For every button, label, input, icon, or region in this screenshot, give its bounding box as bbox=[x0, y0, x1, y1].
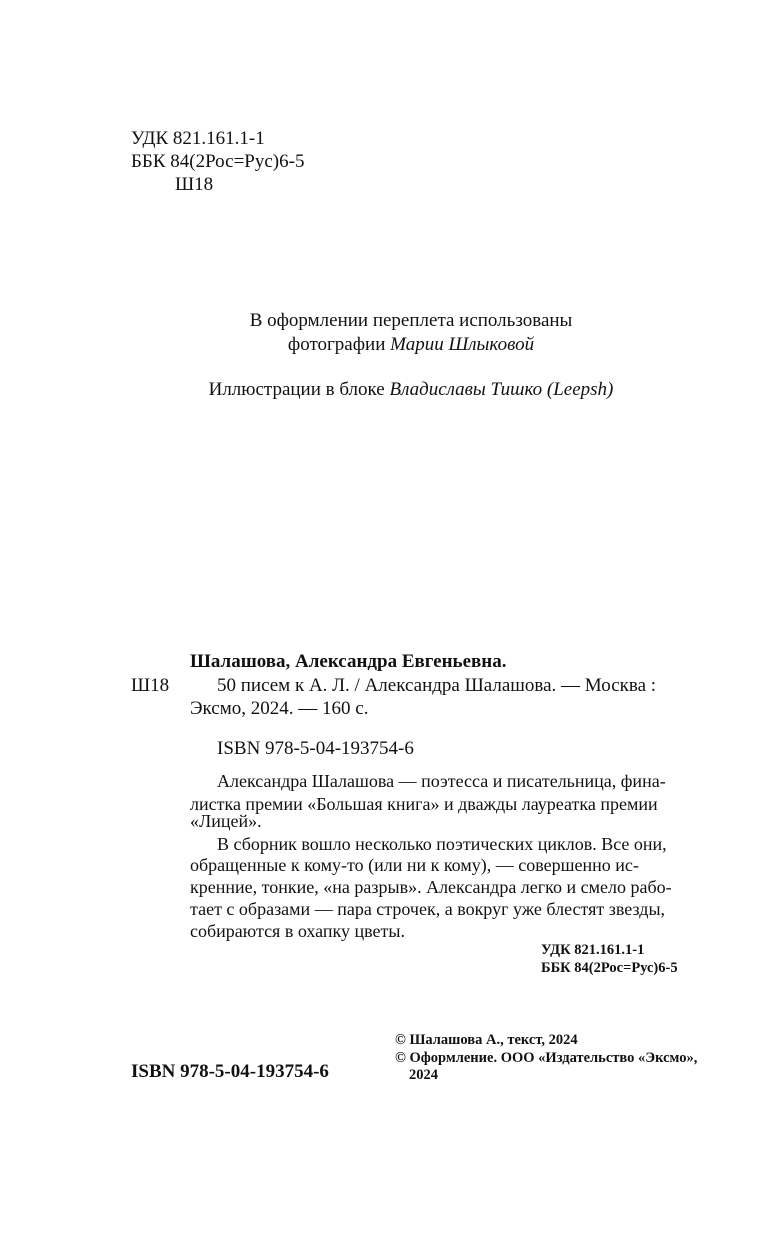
author-mark: Ш18 bbox=[175, 174, 214, 195]
catalog-title-line1: 50 писем к А. Л. / Александра Шалашова. — Москва : bbox=[217, 675, 657, 696]
footer-udk-code: УДК 821.161.1-1 bbox=[541, 942, 645, 958]
catalog-title-line2: Эксмо, 2024. — 160 с. bbox=[190, 698, 369, 719]
illustrations-credit bbox=[0, 378, 768, 401]
footer-bbk-code: ББК 84(2Рос=Рус)6-5 bbox=[541, 960, 678, 976]
bottom-isbn: ISBN 978-5-04-193754-6 bbox=[131, 1061, 329, 1082]
copyright-design: © Оформление. ООО «Издательство «Эксмо», bbox=[395, 1050, 698, 1066]
catalog-isbn: ISBN 978-5-04-193754-6 bbox=[217, 738, 414, 759]
annotation-p2-line5: собираются в охапку цветы. bbox=[190, 921, 405, 941]
annotation-p2-line4: тает с образами — пара строчек, а вокруг уже блестят звезды, bbox=[190, 899, 666, 919]
annotation-p2-line3: кренние, тонкие, «на разрыв». Александра легко и смело рабо- bbox=[190, 877, 672, 897]
catalog-author-mark: Ш18 bbox=[131, 675, 170, 696]
illustrations-prefix: Иллюстрации в блоке bbox=[208, 379, 390, 400]
bbk-code: ББК 84(2Рос=Рус)6-5 bbox=[131, 151, 305, 172]
annotation-p1-line1: Александра Шалашова — поэтесса и писательница, фина- bbox=[217, 771, 666, 791]
cover-credit-prefix: фотографии bbox=[287, 334, 391, 355]
annotation-p1-line2: листка премии «Большая книга» и дважды лауреатка премии bbox=[190, 794, 658, 814]
cover-credit-line1: В оформлении переплета использованы bbox=[249, 310, 573, 331]
annotation-p2-line2: обращенные к кому-то (или ни к кому), — совершенно ис- bbox=[190, 855, 639, 875]
catalog-author-heading: Шалашова, Александра Евгеньевна. bbox=[190, 651, 507, 672]
udk-code: УДК 821.161.1-1 bbox=[131, 128, 265, 149]
copyright-text: © Шалашова А., текст, 2024 bbox=[395, 1032, 578, 1048]
photographer-name: Марии Шлыковой bbox=[390, 334, 535, 355]
annotation-p1-line3: «Лицей». bbox=[190, 811, 262, 831]
annotation-p2-line1: В сборник вошло несколько поэтических циклов. Все они, bbox=[217, 834, 667, 854]
copyright-design-year: 2024 bbox=[409, 1067, 438, 1083]
cover-credit-line2 bbox=[0, 333, 768, 356]
illustrator-name: Владиславы Тишко (Leepsh) bbox=[389, 379, 614, 400]
